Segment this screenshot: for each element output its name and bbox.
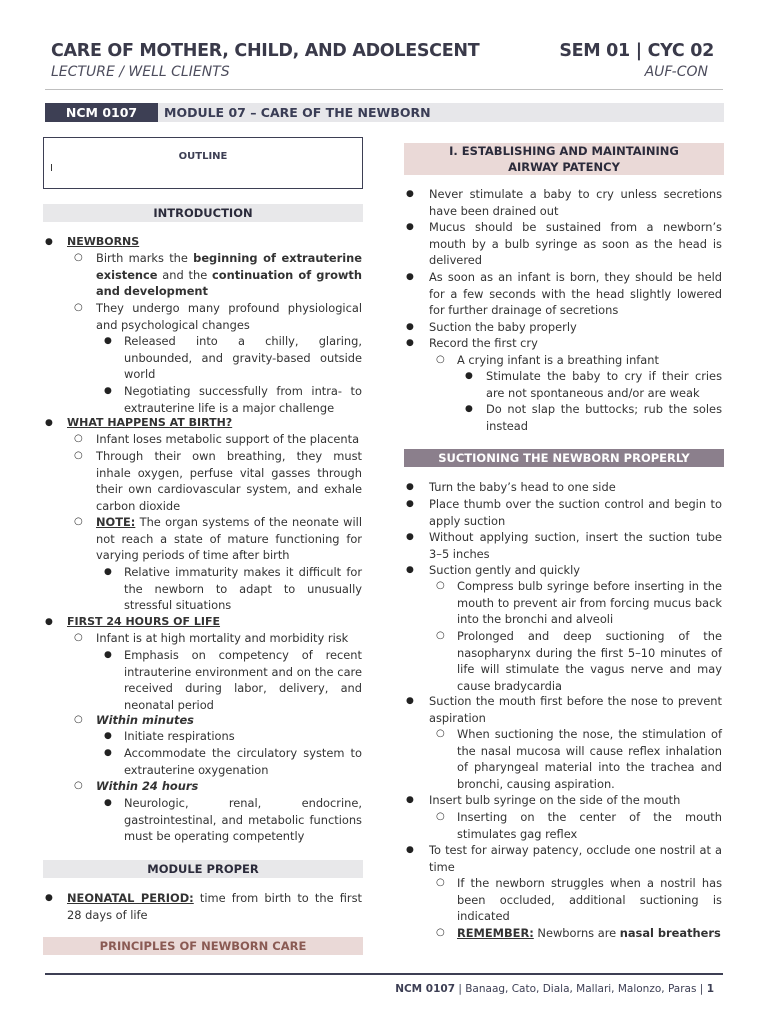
immaturity-text: Relative immaturity makes it difficult for the newborn to adapt to unusually stressful situations (124, 565, 362, 613)
bullet: ○ (436, 877, 445, 888)
bullet: ● (45, 617, 53, 627)
birth-marks-text: Birth marks the beginning of extrauterine existence and the continuation of growth and development (96, 251, 362, 299)
module-bar (45, 103, 724, 122)
bullet: ○ (436, 630, 445, 641)
suction-properly-text: Suction the baby properly (429, 320, 577, 334)
module-title: MODULE 07 – CARE OF THE NEWBORN (164, 105, 431, 120)
bullet: ● (104, 650, 112, 660)
without-suction-text: Without applying suction, insert the suction tube 3–5 inches (429, 530, 722, 561)
footer-code: NCM 0107 (395, 983, 456, 995)
mouth-first-text: Suction the mouth first before the nose to prevent aspiration (429, 694, 722, 725)
section-airway-patency: I. ESTABLISHING AND MAINTAINING AIRWAY PATENCY (404, 143, 724, 175)
bullet: ○ (436, 728, 445, 739)
inserting-center-text: Inserting on the center of the mouth stimulates gag reflex (457, 810, 722, 841)
outline-box (43, 137, 363, 189)
bullet: ● (406, 272, 414, 282)
organization-label: AUF-CON (644, 64, 708, 80)
bullet: ● (45, 237, 53, 247)
footer (395, 983, 714, 995)
neurologic-text: Neurologic, renal, endocrine, gastrointestinal, and metabolic functions must be operating competently (124, 796, 362, 844)
if-struggles-text: If the newborn struggles when a nostril has been occluded, additional suctioning is indicated (457, 876, 722, 924)
bullet: ○ (74, 252, 83, 263)
bullet: ● (465, 371, 473, 381)
mortality-text: Infant is at high mortality and morbidity risk (96, 631, 349, 645)
note-text: NOTE: The organ systems of the neonate will not reach a state of mature functioning for varying periods of time after birth (96, 515, 362, 563)
prolonged-text: Prolonged and deep suctioning of the nasopharynx during the first 5–10 minutes of life will stimulate the vagus nerve and may cause bradycardia (457, 629, 722, 693)
never-stimulate-text: Never stimulate a baby to cry unless secretions have been drained out (429, 187, 722, 218)
bullet: ○ (74, 516, 83, 527)
heading-newborns: NEWBORNS (67, 235, 140, 248)
emphasis-text: Emphasis on competency of recent intrauterine environment and on the care received during labor, delivery, and neonatal period (124, 648, 362, 712)
section-suctioning: SUCTIONING THE NEWBORN PROPERLY (404, 449, 724, 467)
do-not-slap-text: Do not slap the buttocks; rub the soles instead (486, 402, 722, 433)
bullet: ● (104, 731, 112, 741)
bullet: ● (406, 499, 414, 509)
bullet: ● (104, 567, 112, 577)
bullet: ○ (436, 811, 445, 822)
compress-text: Compress bulb syringe before inserting in the mouth to prevent air from forcing mucus back into the bronchi and alveoli (457, 579, 722, 627)
bullet: ● (406, 795, 414, 805)
bullet: ● (104, 748, 112, 758)
breathing-text: Through their own breathing, they must inhale oxygen, perfuse vital gasses through their own cardiovascular system, and exhale carbon dioxide (96, 449, 362, 513)
footer-authors: | Banaag, Cato, Diala, Mallari, Malonzo, Paras | (455, 983, 707, 995)
bullet: ● (406, 322, 414, 332)
section-principles: PRINCIPLES OF NEWBORN CARE (43, 937, 363, 955)
bullet: ● (406, 338, 414, 348)
loses-text: Infant loses metabolic support of the placenta (96, 432, 360, 446)
within-minutes-label: Within minutes (96, 713, 194, 727)
place-thumb-text: Place thumb over the suction control and begin to apply suction (429, 497, 722, 528)
turn-head-text: Turn the baby’s head to one side (429, 480, 616, 494)
heading-what-happens: WHAT HAPPENS AT BIRTH? (67, 416, 233, 429)
section-module-proper: MODULE PROPER (43, 860, 363, 878)
bullet: ● (406, 845, 414, 855)
when-nose-text: When suctioning the nose, the stimulation of the nasal mucosa will cause reflex inhalation of pharyngeal material into the trachea and bronchi, causing aspiration. (457, 727, 722, 791)
bullet: ○ (74, 632, 83, 643)
insert-side-text: Insert bulb syringe on the side of the mouth (429, 793, 681, 807)
bullet: ○ (74, 450, 83, 461)
stimulate-cry-text: Stimulate the baby to cry if their cries are not spontaneous and/or are weak (486, 369, 722, 400)
gently-text: Suction gently and quickly (429, 563, 581, 577)
bullet: ○ (74, 780, 83, 791)
accommodate-text: Accommodate the circulatory system to extrauterine oxygenation (124, 746, 362, 777)
bullet: ● (406, 696, 414, 706)
module-code: NCM 0107 (45, 103, 158, 122)
undergo-text: They undergo many profound physiological and psychological changes (96, 301, 362, 332)
as-soon-text: As soon as an infant is born, they should be held for a few seconds with the head slightly lowered for further drainage of secretions (429, 270, 722, 318)
bullet: ● (406, 532, 414, 542)
footer-divider (45, 973, 723, 975)
neonatal-period-text: NEONATAL PERIOD: time from birth to the first 28 days of life (67, 891, 363, 922)
bullet: ○ (74, 433, 83, 444)
outline-title: OUTLINE (178, 151, 228, 162)
header-divider (45, 89, 723, 90)
within-24-label: Within 24 hours (96, 779, 199, 793)
bullet: ● (406, 482, 414, 492)
record-cry-text: Record the first cry (429, 336, 538, 350)
initiate-text: Initiate respirations (124, 729, 235, 743)
bullet: ○ (436, 354, 445, 365)
bullet: ● (104, 386, 112, 396)
page-number: 1 (706, 983, 714, 995)
section-introduction: INTRODUCTION (43, 204, 363, 222)
document-title: CARE OF MOTHER, CHILD, AND ADOLESCENT (51, 41, 480, 61)
bullet: ○ (436, 580, 445, 591)
bullet: ● (406, 189, 414, 199)
bullet: ● (406, 565, 414, 575)
bullet: ○ (74, 714, 83, 725)
bullet: ● (45, 893, 53, 903)
bullet: ○ (74, 302, 83, 313)
bullet: ● (104, 336, 112, 346)
crying-infant-text: A crying infant is a breathing infant (457, 353, 659, 367)
remember-text: REMEMBER: Newborns are nasal breathers (457, 926, 721, 940)
negotiating-text: Negotiating successfully from intra- to extrauterine life is a major challenge (124, 384, 362, 415)
test-patency-text: To test for airway patency, occlude one nostril at a time (429, 843, 722, 874)
bullet: ● (465, 404, 473, 414)
bullet: ● (104, 798, 112, 808)
released-text: Released into a chilly, glaring, unbounded, and gravity-based outside world (124, 334, 362, 382)
outline-marker: I (50, 163, 53, 174)
semester-label: SEM 01 | CYC 02 (559, 41, 714, 61)
bullet: ○ (436, 927, 445, 938)
bullet: ● (45, 418, 53, 428)
heading-first-24: FIRST 24 HOURS OF LIFE (67, 615, 221, 628)
bullet: ● (406, 222, 414, 232)
document-subtitle: LECTURE / WELL CLIENTS (51, 64, 230, 80)
mucus-text: Mucus should be sustained from a newborn’s mouth by a bulb syringe as soon as the head is delivered (429, 220, 722, 268)
